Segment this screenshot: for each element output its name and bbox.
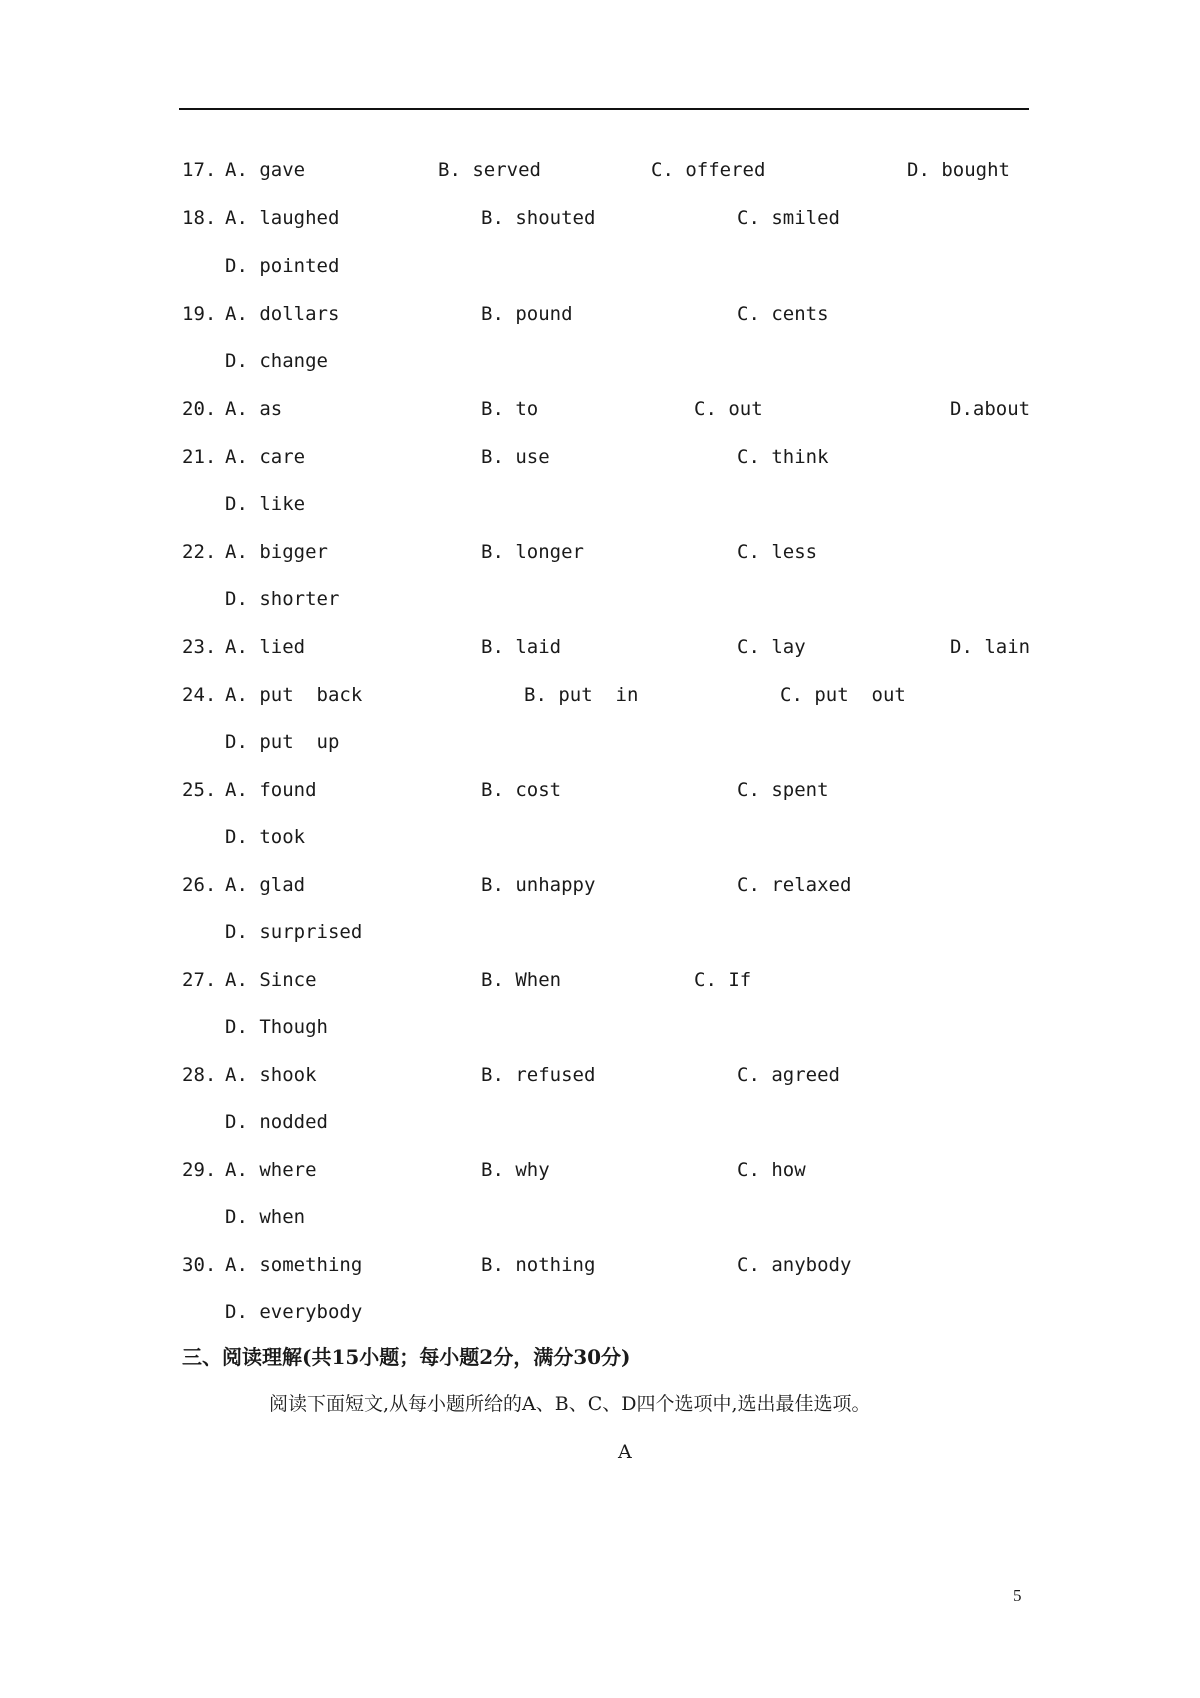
option-c: C. think [737,446,829,468]
question-number: 26. [182,874,217,896]
section-instruction: 阅读下面短文,从每小题所给的A、B、C、D四个选项中,选出最佳选项。 [269,1393,871,1415]
question-18-cont [0,251,1200,281]
question-27 [0,965,1200,995]
option-c: C. anybody [737,1254,852,1276]
option-b: B. nothing [481,1254,596,1276]
question-30-cont [0,1297,1200,1327]
option-a: A. as [225,398,283,420]
option-b: B. longer [481,541,584,563]
question-28-cont [0,1107,1200,1137]
option-a: A. something [225,1254,363,1276]
option-a: A. put back [225,684,363,706]
question-21 [0,442,1200,472]
question-24 [0,680,1200,710]
option-a: A. bigger [225,541,328,563]
question-22 [0,537,1200,567]
option-b: B. why [481,1159,550,1181]
option-a: A. gave [225,159,306,181]
option-d: D. pointed [225,255,340,277]
option-d: D. lain [950,636,1031,658]
option-c: C. how [737,1159,806,1181]
page-number: 5 [1013,1586,1022,1605]
question-24-cont [0,727,1200,757]
option-c: C. spent [737,779,829,801]
option-b: B. to [481,398,539,420]
option-d: D. surprised [225,921,363,943]
question-number: 18. [182,207,217,229]
option-a: A. found [225,779,317,801]
option-c: C. If [694,969,752,991]
option-d: D. change [225,350,328,372]
option-b: B. refused [481,1064,596,1086]
option-a: A. shook [225,1064,317,1086]
option-d: D. put up [225,731,340,753]
question-27-cont [0,1012,1200,1042]
question-number: 27. [182,969,217,991]
option-d: D. bought [907,159,1010,181]
option-c: C. lay [737,636,806,658]
question-number: 25. [182,779,217,801]
option-c: C. relaxed [737,874,852,896]
question-29-cont [0,1202,1200,1232]
question-number: 19. [182,303,217,325]
question-number: 24. [182,684,217,706]
question-number: 17. [182,159,217,181]
option-b: B. When [481,969,562,991]
option-c: C. put out [780,684,906,706]
option-b: B. unhappy [481,874,596,896]
question-30 [0,1250,1200,1280]
option-b: B. pound [481,303,573,325]
option-a: A. where [225,1159,317,1181]
option-d: D.about [950,398,1031,420]
question-20 [0,394,1200,424]
question-22-cont [0,584,1200,614]
question-18 [0,203,1200,233]
option-c: C. cents [737,303,829,325]
question-19-cont [0,346,1200,376]
option-b: B. laid [481,636,562,658]
question-26 [0,870,1200,900]
option-d: D. everybody [225,1301,363,1323]
option-b: B. put in [524,684,639,706]
question-number: 28. [182,1064,217,1086]
option-d: D. like [225,493,306,515]
option-d: D. took [225,826,306,848]
option-a: A. dollars [225,303,340,325]
option-b: B. use [481,446,550,468]
question-23 [0,632,1200,662]
option-c: C. offered [651,159,766,181]
option-a: A. lied [225,636,306,658]
option-b: B. shouted [481,207,596,229]
question-number: 22. [182,541,217,563]
option-a: A. glad [225,874,306,896]
option-a: A. care [225,446,306,468]
option-c: C. less [737,541,818,563]
question-25-cont [0,822,1200,852]
question-19 [0,299,1200,329]
question-number: 21. [182,446,217,468]
question-number: 23. [182,636,217,658]
question-28 [0,1060,1200,1090]
question-29 [0,1155,1200,1185]
passage-label: A [618,1441,632,1463]
section-heading: 三、阅读理解(共15小题；每小题2分，满分30分) [182,1345,631,1369]
question-25 [0,775,1200,805]
question-21-cont [0,489,1200,519]
option-b: B. served [438,159,541,181]
option-d: D. when [225,1206,306,1228]
option-c: C. smiled [737,207,840,229]
option-d: D. shorter [225,588,340,610]
question-26-cont [0,917,1200,947]
option-c: C. agreed [737,1064,840,1086]
option-b: B. cost [481,779,562,801]
header-rule [179,108,1029,110]
option-a: A. laughed [225,207,340,229]
question-17 [0,155,1200,185]
option-d: D. nodded [225,1111,328,1133]
question-number: 20. [182,398,217,420]
option-d: D. Though [225,1016,328,1038]
option-a: A. Since [225,969,317,991]
question-number: 29. [182,1159,217,1181]
question-number: 30. [182,1254,217,1276]
option-c: C. out [694,398,763,420]
